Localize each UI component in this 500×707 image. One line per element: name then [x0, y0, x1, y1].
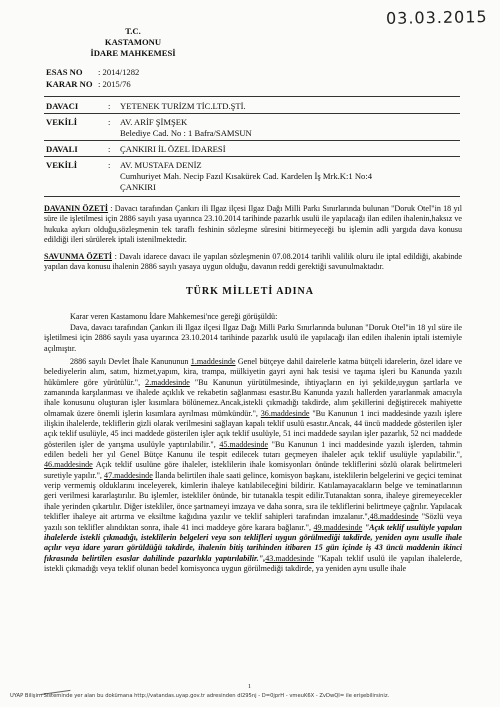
court-line-city: KASTAMONU — [104, 37, 162, 47]
vekili-address: Cumhuriyet Mah. Necip Fazıl Kısakürek Cad. Kardelen İş Mrk.K:1 No:4 — [120, 171, 373, 181]
savunma-ozeti-text: : Davalı idarece davacı ile yapılan sözleşmenin 07.08.2014 tarihli valilik oluru ile iptal edildiği, akabinde yapılan dava konusu ihalenin 2886 sayılı yasaya uygun olduğu, davanın reddi gerektiği savunulmaktadır. — [44, 252, 463, 272]
text-run: "Kapalı teklif usulü ile yapılan ihalelerde, istekli çıkmadığı veya teklif olunan bedel komisyonca uygun görülmediği takdirde, ya yeniden aynı usulle ihale — [44, 553, 462, 573]
davali-value: ÇANKIRI İL ÖZEL İDARESİ — [120, 144, 226, 154]
savunma-ozeti-label: SAVUNMA ÖZETİ — [44, 252, 113, 261]
article-ref: 2.maddesinde — [145, 377, 190, 387]
handwritten-date: 03.03.2015 — [385, 7, 488, 28]
karar-label: KARAR NO — [46, 79, 93, 89]
text-run: "Bu Kanunun 1 inci maddesinde yazılı işlere ilişkin ihalelerde, tekliflerin gizli olarak verilmesini sağlayan kapalı teklif usulü esastır.Ancak, 44 üncü maddede gösterilen işler açık teklif usulüyle, 45 inci maddede gösterilen işler açık teklif usulüyle, 51 inci maddede sayılan işler pazarlık, 52 nci maddede gösterilen işler de yarışma usulüyle yaptırılabilir.", — [44, 408, 462, 449]
party-davaci: DAVACI : YETENEK TURİZM TİC.LTD.ŞTİ. — [46, 101, 246, 111]
decision-intro-1: Karar veren Kastamonu İdare Mahkemesi'nce gereği görüşüldü: — [70, 312, 278, 321]
davanin-ozeti-label: DAVANIN ÖZETİ — [44, 204, 109, 213]
party-davali: DAVALI : ÇANKIRI İL ÖZEL İDARESİ — [46, 144, 226, 154]
savunma-ozeti — [44, 252, 462, 273]
divider — [44, 196, 460, 197]
vekili-label: VEKİLİ — [46, 117, 78, 127]
text-run: "Sözlü veya yazılı son teklifler alındıktan sonra, ihale 41 inci maddeye göre karara bağlanır.", — [44, 512, 462, 532]
esas-value: : 2014/1282 — [98, 67, 140, 77]
court-line-name: İDARE MAHKEMESİ — [90, 48, 176, 58]
decision-intro-2: Dava, davacı tarafından Çankırı ili Ilgaz ilçesi Ilgaz Dağı Milli Parkı Sınırlarında bulunan "Doruk Otel"in 18 yıl süre ile işletilmesi için 2886 sayılı yasa uyarınca 23.10.2014 tarihinde pazarlık usulü ile yapılacağı ilan edilen ihalenin iptali istemiyle açılmıştır. — [44, 323, 462, 353]
divider — [44, 113, 460, 114]
vekili-value: AV. ARİF ŞİMŞEK — [120, 117, 188, 127]
article-ref: 43.maddesinde — [265, 553, 315, 563]
article-ref: 47.maddesinde — [104, 470, 153, 480]
page-number: 1 — [248, 684, 251, 690]
divider — [44, 96, 460, 97]
article-ref: 46.maddesinde — [44, 460, 93, 470]
vekili-address: ÇANKIRI — [120, 182, 156, 192]
vekili-address: Belediye Cad. No : 1 Bafra/SAMSUN — [120, 128, 252, 138]
davaci-label: DAVACI — [46, 101, 79, 111]
davali-label: DAVALI — [46, 144, 78, 154]
court-line-tc: T.C. — [125, 26, 141, 36]
text-run-bold: "Açık teklif usulüyle yapılan ihalelerde istekli çıkmadığı, isteklilerin belgeleri veya son teklifleri uygun görülmediği takdirde, yeniden aynı usulle ihale açılır veya idare yararı görüldüğü takdirde, ihalenin bitiş tarihinden itibaren 15 gün içinde iş 43 üncü maddenin ikinci fıkrasında belirtilen esaslar dahilinde pazarlıkla yaptırılabilir.", — [44, 522, 462, 563]
party-vekili-2: VEKİLİ : AV. MUSTAFA DENİZ Cumhuriyet Mah. Necip Fazıl Kısakürek Cad. Kardelen İş Mrk.K:1 No:4 ÇANKIRI — [46, 160, 373, 192]
esas-label: ESAS NO — [46, 67, 83, 77]
decision-paragraph — [44, 357, 462, 574]
text-run: "Bu Kanunun 1 inci maddesinde yazılı işlerden, tahmin edilen bedeli her yıl Genel Bütçe Kanunu ile tespit edilecek tutarı geçmeyen ihaleler açık teklif usulüyle yapılabilir.", — [44, 439, 462, 460]
section-heading: TÜRK MİLLETİ ADINA — [185, 286, 315, 297]
davaci-value: YETENEK TURİZM TİC.LTD.ŞTİ. — [120, 101, 246, 111]
court-header — [58, 26, 208, 59]
article-ref: 36.maddesinde — [260, 408, 310, 418]
party-vekili-1: VEKİLİ : AV. ARİF ŞİMŞEK Belediye Cad. No : 1 Bafra/SAMSUN — [46, 117, 252, 138]
article-ref: 1.maddesinde — [190, 357, 236, 366]
divider — [44, 156, 460, 157]
article-ref: 48.maddesinde — [369, 512, 419, 522]
vekili-label: VEKİLİ — [46, 160, 78, 170]
davanin-ozeti — [44, 204, 462, 245]
article-ref: 45.maddesinde — [219, 439, 269, 449]
text-run: 2886 sayılı Devlet İhale Kanununun — [70, 357, 191, 366]
text-run: Açık teklif usulüne göre ihaleler, isteklilerin ihale komisyonları önünde tekliflerini sözlü olarak belirtmeleri suretiyle yapılır.", — [44, 460, 462, 480]
uyap-footer: UYAP Bilişim Sisteminde yer alan bu dokümana http://vatandas.uyap.gov.tr adresinden dl295nj - D=0jprH - vmeuK6X - ZvDwQI= ile erişebilirsiniz. — [10, 693, 390, 699]
vekili-value: AV. MUSTAFA DENİZ — [120, 160, 202, 170]
divider — [44, 140, 460, 141]
article-ref: 49.maddesinde — [313, 522, 363, 532]
case-numbers — [46, 66, 139, 90]
text-run: "Bu Kanunun yürütülmesinde, ihtiyaçların en iyi şekilde,uygun şartlarla ve zamanında karşılanması ve ihalede açıklık ve rekabetin sağlanması esastır.Bu Kanunda yazılı hallerden yararlanmak amacıyla ihale konusunu oluşturan işler kısımlara bölünemez.Ancak,istekli çıkmadığı takdirde, alım şekillerini değiştirecek mahiyette olmamak üzere önemli işlerin kısımlara ayrılması mümkündür.", — [44, 377, 463, 418]
davanin-ozeti-text: : Davacı tarafından Çankırı ili Ilgaz ilçesi Ilgaz Dağı Milli Parkı Sınırlarında bulunan "Doruk Otel"in 18 yıl süre ile işletilmesi için 2886 sayılı yasa uyarınca 23.10.2014 tarihinde pazarlık usulü ile yapılacağı ilan edilen ihalenin,haksız ve hukuka aykırı olduğu,sözleşmenin tek taraflı feshinin sözleşme süresini bitirmeyeceği bu işlemin adli yargıda dava konusu edildiği ileri sürülerek iptali istenilmektedir. — [44, 204, 462, 245]
karar-value: : 2015/76 — [98, 79, 131, 89]
text-run: İlanda belirtilen ihale saati gelince, komisyon başkanı, isteklilerin belgelerini ve geçici teminat verip vermemiş olduklarını inceleyerek, kimlerin ihaleye katılabileceğini bildirir. Katılamayacakların belge ve teminatlarının geri verilmesi kararlaştırılır. Bu işlemler, istekliler önünde, bir tutanakla tespit edilir.Tutanaktan sonra, ihaleye giremeyecekler ihale yerinden çıkartılır. Diğer istekliler, önce şartnameyi imzaya ve daha sonra, sıra ile tekliflerini belirtmeye çağrılır. Yapılacak teklifler ihaleye ait artırma ve eksiltme kağıdına yazılır ve teklif sahipleri tarafından imzalanır.", — [44, 470, 462, 522]
text-run: Genel bütçeye dahil dairelerle katma bütçeli idarelerin, özel idare ve belediyelerin alım, satım, hizmet,yapım, kira, trampa, mülkiyetin gayri ayni hak tesisi ve taşıma işleri bu Kanunda yazılı hükümlere göre yürütülür.", — [44, 357, 462, 387]
